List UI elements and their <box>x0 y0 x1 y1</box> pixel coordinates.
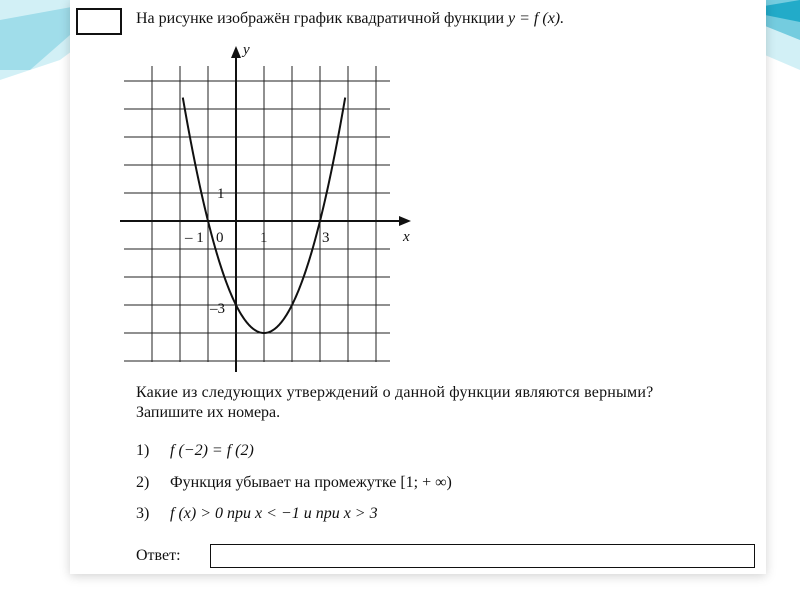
tick-label-y-1: 1 <box>217 186 225 202</box>
question-line-2: Запишите их номера. <box>136 404 281 421</box>
y-axis-arrow <box>231 46 241 58</box>
tick-label-x-1: 1 <box>260 230 268 246</box>
graph-grid <box>124 66 390 362</box>
tick-label-origin: 0 <box>216 230 224 246</box>
answer-label: Ответ: <box>136 547 181 564</box>
tick-label-x-3: 3 <box>322 230 330 246</box>
task-title-formula: y = f (x). <box>508 10 565 27</box>
y-axis-label: y <box>243 42 250 58</box>
option-2 <box>136 474 452 492</box>
option-2-number: 2) <box>136 474 150 491</box>
task-title-text: На рисунке изображён график квадратичной функции <box>136 10 505 27</box>
option-2-text: Функция убывает на промежутке [1; + ∞) <box>170 474 452 491</box>
option-1-number: 1) <box>136 442 150 459</box>
option-1-text: f (−2) = f (2) <box>170 442 254 459</box>
option-3-number: 3) <box>136 505 150 522</box>
option-1 <box>136 442 254 460</box>
option-3-text: f (x) > 0 при x < −1 и при x > 3 <box>170 505 378 522</box>
x-axis-label: x <box>403 229 410 245</box>
tick-label-y-neg3: –3 <box>210 301 225 317</box>
question-line-1: Какие из следующих утверждений о данной функции являются верными? <box>136 384 654 401</box>
option-3 <box>136 505 378 523</box>
graph-axes <box>120 46 411 372</box>
x-axis-arrow <box>399 216 411 226</box>
tick-label-x-neg1: – 1 <box>185 230 204 246</box>
answer-input-box[interactable] <box>210 544 755 568</box>
